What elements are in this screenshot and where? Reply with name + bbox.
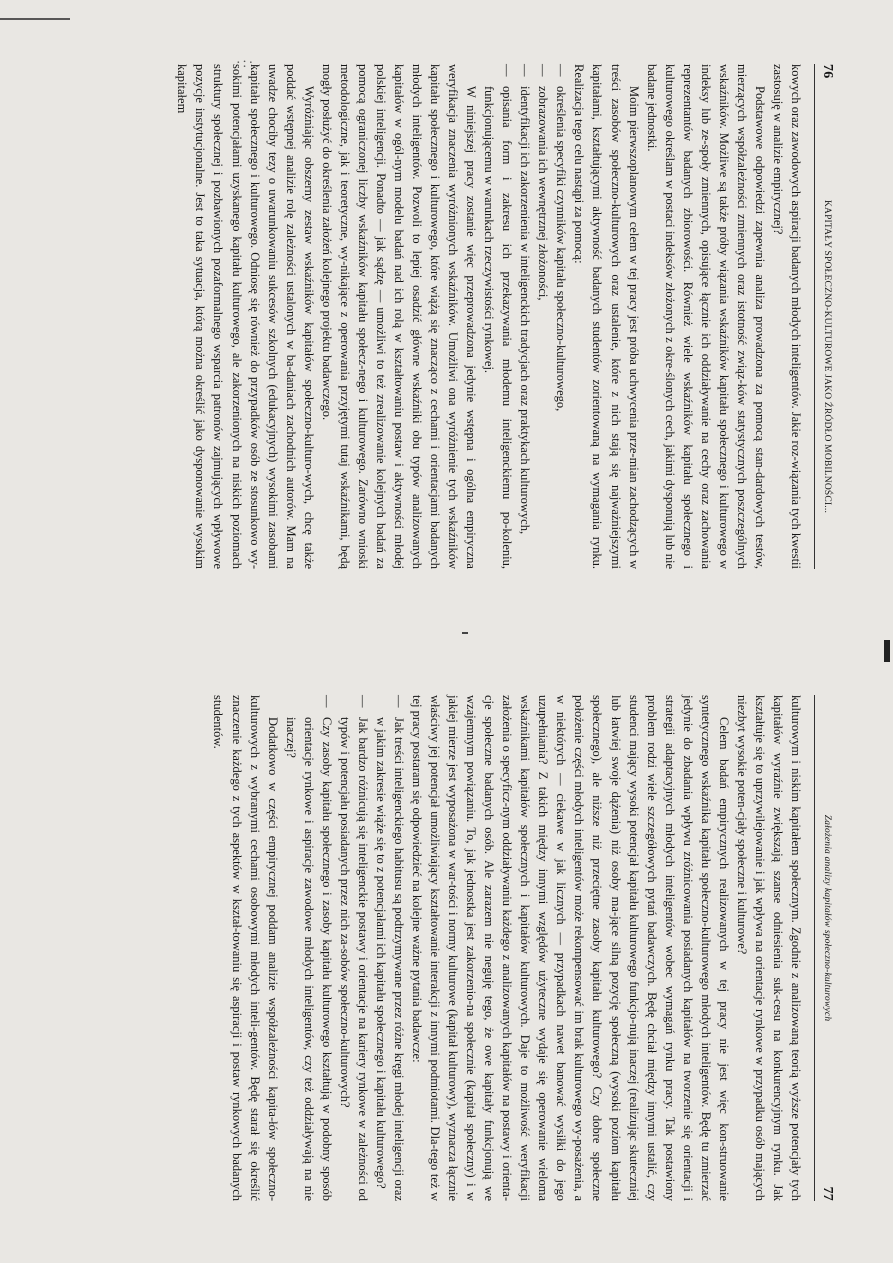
paragraph: Dodatkowo w części empirycznej poddam analizie współzależności kapita-łów społeczno-kulturowych z wybranymi cechami osobowymi młodych inteli-gentów. Będę starał się określić znaczenie każdego z tych aspektów w kształ-towaniu się aspiracji i postaw rynkowych badanych studentów. [211,695,280,1201]
list-item: — Jak bardzo różnicują się inteligenckie postawy i orientacje na kariery rynkowe w zależności od typów i potencjału posiadanych przez nich za-sobów społeczno-kulturowych? [337,695,370,1201]
left-page [0,0,893,631]
page-number: 77 [820,1186,835,1201]
paragraph: Wyróżniając obszerny zestaw wskaźników kapitałów społeczno-kulturo-wych, chcę także poddać wstępnej analizie rolę zależności ustalonych w ba-daniach zachodnich autorów. Mam na uwadze chociby tezy o uwarunkowaniu sukcesów szkolnych (edukacyjnych) wysokimi zasobami kapitału społecznego i kulturowego. Odniosę się również do przypadków osób ze stosunkowo wy-sokimi potencjałami uzyskanego kapitału kulturowego, ale zakorzenionych na niskich poziomach struktury społecznej i pozbawionych pozaformalnego wsparcia patronów zajmujących wpływowe pozycje instytucjonalne. Jest to taka sytuacja, którą można określić jako dysponowanie wysokim kapitałem [175,64,316,569]
list-item-text: opisania form i zakresu ich przekazywania młodemu inteligenckiemu po-koleniu, funkcjonującemu w warunkach rzeczywistości rynkowej. [482,86,515,569]
paragraph: kulturowym i niskim kapitałem społecznym. Zgodnie z analizowaną teorią wyższe potencjały tych kapitałów wyraźnie zwiększają szanse odniesienia suk-cesu na konkurencyjnym rynku. Jak kształtuje się to uprzywilejowanie i jak wpływa na orientacje rynkowe w przypadku osób mających niezbyt wysokie poten-cjały społeczne i kulturowe? [734,695,803,1201]
list-item-text: Jak treści inteligenckiego habitusu są podtrzymywane przez różne kręgi młodej inteligencji oraz w jakim zakresie wiąże się to z potencjałami ich kapitału społecznego i kapitału kulturowego? [373,717,406,1201]
list-item-text: zobrazowania ich wewnętrznej złożoności, [536,86,551,301]
list-item: — identyfikacji ich zakorzenienia w inteligenckich tradycjach oraz praktykach kulturowych, [518,64,533,535]
running-head-title: Założenia analizy kapitałów społeczno-kulturowych [822,814,832,1022]
list-item: — Czy zasoby kapitału społecznego i zasoby kapitału kulturowego kształtują w podobny sposób orientacje rynkowe i aspiracje zawodowe młodych inteligentów, czy też oddziaływają na nie inaczej? [283,695,334,1201]
running-head-title: KAPITAŁY SPOŁECZNO-KULTUROWE JAKO ŹRÓDŁO MOBILNOŚCI... [822,199,832,514]
list-item: — Jak treści inteligenckiego habitusu są podtrzymywane przez różne kręgi młodej inteligencji oraz w jakim zakresie wiąże się to z potencjałami ich kapitału społecznego i kapitału kulturowego? [373,695,406,1201]
list-item-text: Jak bardzo różnicują się inteligenckie postawy i orientacje na kariery rynkowe w zależności od typów i potencjału posiadanych przez nich za-sobów społeczno-kulturowych? [337,717,370,1201]
list-item: — opisania form i zakresu ich przekazywania młodemu inteligenckiemu po-koleniu, funkcjonującemu w warunkach rzeczywistości rynkowej. [482,64,515,569]
paragraph: W niniejszej pracy zostanie więc przeprowadzona jedynie wstępna i ogólna empiryczna weryfikacja znaczenia wyróżnionych wskaźników. Umożliwi ona wyróżnienie tych wskaźników kapitału społecznego i kulturowego, które wiążą się znacząco z cechami i orientacjami badanych młodych inteligentów. Pozwoli to lepiej osadzić główne wskaźniki obu typów analizowanych kapitałów w ogól-nym modelu badań nad ich rolą w kształtowaniu postaw i aktywności młodej polskiej inteligencji. Ponadto — jak sądzę — umożliwi to też zrealizowanie kolejnych badań za pomocą ograniczonej liczby wskaźników kapitału społecz-nego i kulturowego. Zarówno wnioski metodologiczne, jak i teoretyczne, wy-nikające z operowania przyjętymi tutaj wskaźnikami, będą mogły posłużyć do określenia założeń kolejnego projektu badawczego. [319,64,479,569]
right-page [0,631,893,1263]
paragraph: Celem badań empirycznych realizowanych w tej pracy nie jest więc kon-struowanie syntetycznego wskaźnika kapitału społeczno-kulturowego młodych inteligentów. Będę tu zmierzać jedynie do zbadania wpływu zróżnicowania posiadanych kapitałów na tworzenie się orientacji i strategii adaptacyjnych młodych inteligentów wobec wymagań rynku pracy. Tak postawiony problem rodzi wiele szczegółowych pytań badawczych. Będę chciał między innymi ustalić, czy studenci mający wysoki potencjał kapitału kulturowego funkcjo-nują inaczej (realizując skuteczniej lub łatwiej swoje dążenia) niż osoby ma-jące silną pozycję społeczną (wysoki poziom kapitału społecznego), ale niższe niż przeciętne zasoby kapitału kulturowego? Czy dobre społeczne położenie części młodych inteligentów może rekompensować im brak kulturowego wy-posażenia, a w niektórych — ciekawe w jak licznych — przypadkach nawet banować wysiłki do jego uzupełniania? Z takich między innymi względów użyteczne wydaje się operowanie wieloma wskaźnikami kapitałów społecznych i kapitałów kulturowych. Daje to możliwość weryfikacji założenia o specyficz-nym oddziaływaniu każdego z analizowanych kapitałów na postawy i orienta-cje społeczne badanych osób. Ale zarazem nie neguję tego, że owe kapitały funkcjonują we wzajemnym powiązaniu. To, jak jednostka jest zakorzenio-na społecznie (kapitał społeczny) i w jakiej mierze jest wyposażona w war-tości i normy kulturowe (kapitał kulturowy), wyznacza łącznie właściwy jej potencjał umożliwiający kształtowanie interakcji z innymi podmiotami. Dla-tego też w tej pracy postaram się odpowiedzieć na kolejne ważne pytania badawcze: [410,695,731,1201]
bullet-list [480,64,570,569]
page-number: 76 [820,64,835,79]
list-item-text: identyfikacji ich zakorzenienia w inteligenckich tradycjach oraz praktykach kulturowych, [518,86,533,535]
paragraph: Moim pierwszoplanowym celem w tej pracy jest próba uchwycenia prze-mian zachodzących w treści zasobów społeczno-kulturowych oraz ustalenie, które z nich stają się najważniejszymi kapitałami, kształtującymi aktywność badanych studentów zorientowaną na wymagania rynku. Realizacja tego celu nastąpi za pomocą: [572,64,641,569]
list-item-text: Czy zasoby kapitału społecznego i zasoby kapitału kulturowego kształtują w podobny sposób orientacje rynkowe i aspiracje zawodowe młodych inteligentów, czy też oddziaływają na nie inaczej? [283,717,334,1201]
right-running-head [814,695,835,1201]
right-page-body [38,695,805,1201]
paragraph: kowych oraz zawodowych aspiracji badanych młodych inteligentów. Jakie roz-wiązania tych kwestii zastosuję w analizie empirycznej? [770,64,803,569]
bullet-list [282,695,408,1201]
list-item: — określenia specyfiki czynników kapitału społeczno-kulturowego, [554,64,569,412]
list-item-text: określenia specyfiki czynników kapitału społeczno-kulturowego, [554,86,569,412]
list-item: — zobrazowania ich wewnętrznej złożoności, [536,64,551,301]
left-running-head [814,64,835,569]
scan-speck: ·:·. [236,56,261,71]
paragraph: Podstawowe odpowiedzi zapewnia analiza prowadzona za pomocą stan-dardowych testów, mierzących współzależności zmiennych oraz istotność związ-ków statystycznych poszczególnych wskaźników. Możliwe są także próby wiązania wskaźników kapitału społecznego i kulturowego w indeksy lub ze-społy zmiennych, opisujące łącznie ich oddziaływanie na cechy oraz zachowania reprezentantów badanych zbiorowości. Również wiele wskaźników kapitału społecznego i kulturowego określam w postaci indeksów złożonych z okre-ślonych cech, jakimi dysponują lub nie badane jednostki. [644,64,767,569]
left-page-body [38,64,805,569]
